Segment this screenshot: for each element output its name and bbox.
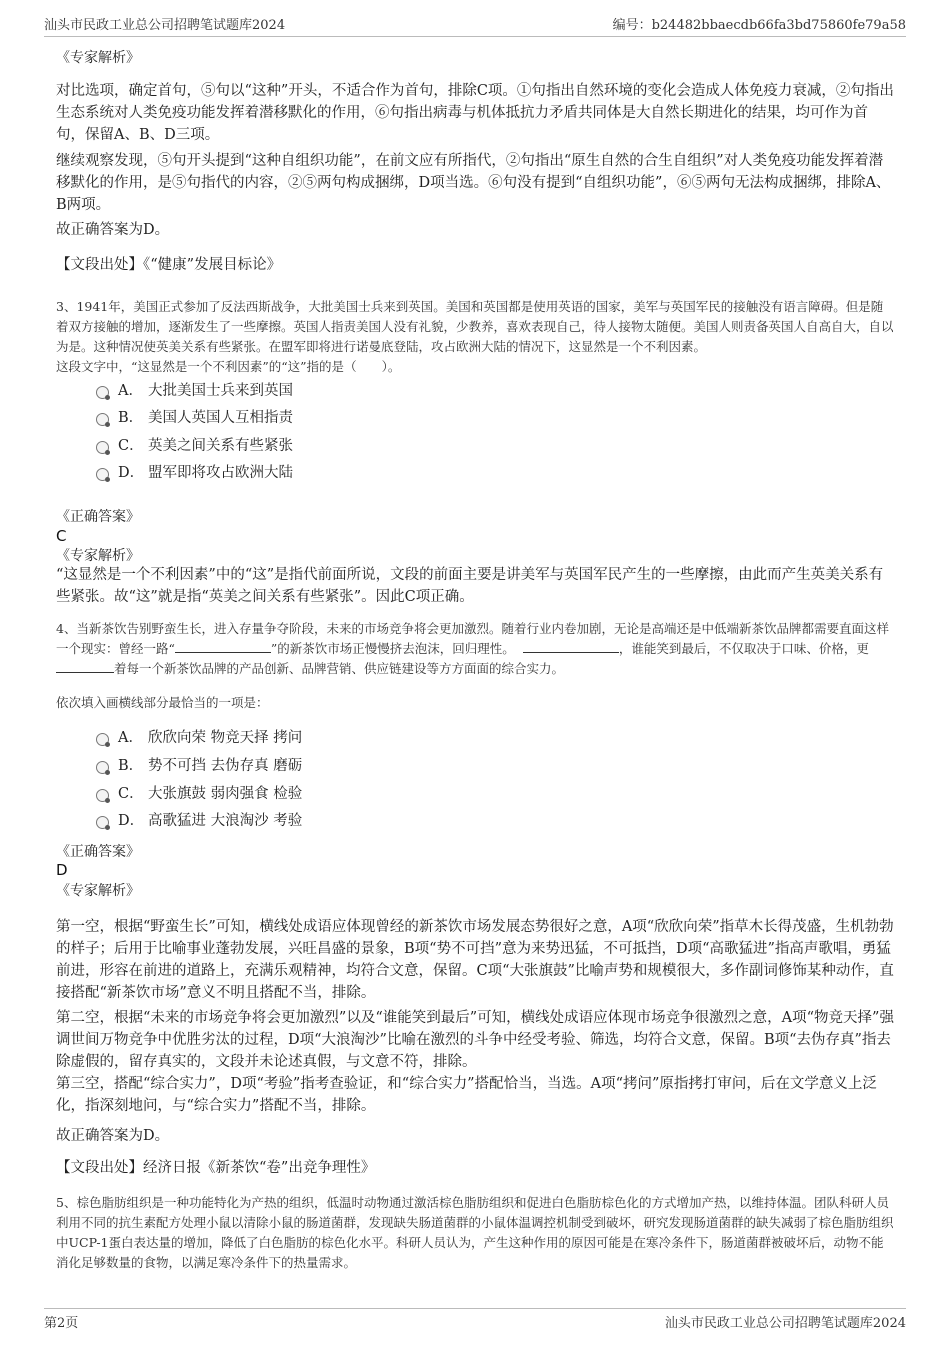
option-text: 大批美国士兵来到英国	[148, 383, 293, 399]
q3-analysis: “这显然是一个不利因素”中的“这”是指代前面所说，文段的前面主要是讲美军与英国军民产生的一些摩擦，由此而产生英美关系有些紧张。故“这”就是指“英美之间关系有些紧张”。因此C项正确。	[56, 567, 884, 605]
q5-stem: 5、棕色脂肪组织是一种功能特化为产热的组织，低温时动物通过激活棕色脂肪组织和促进白色脂肪棕色化的方式增加产热，以维持体温。团队科研人员利用不同的抗生素配方处理小鼠以清除小鼠的肠道菌群，发现缺失肠道菌群的小鼠体温调控机制受到破坏，研究发现肠道菌群的缺失减弱了棕色脂肪组织中UCP-1蛋白表达量的增加，降低了白色脂肪的棕色化水平。科研人员认为，产生这种作用的原因可能是在寒冷条件下，肠道菌群被破坏后，动物不能消化足够数量的食物，以满足寒冷条件下的热量需求。	[56, 1195, 894, 1270]
q4-answer-label: 《正确答案》	[56, 844, 140, 860]
q4-source: 【文段出处】经济日报《新茶饮“卷”出竞争理性》	[56, 1160, 376, 1176]
q4-answer: D	[56, 861, 68, 879]
page-footer	[44, 1312, 906, 1332]
radio-icon[interactable]	[96, 789, 109, 802]
q4-analysis-para-3: 第三空，搭配“综合实力”，D项“考验”指考查验证，和“综合实力”搭配恰当，当选。A项“拷问”原指拷打审问，后在文学意义上泛化，指深刻地问，与“综合实力”搭配不当，排除。	[56, 1076, 877, 1114]
q3-stem: 3、1941年，美国正式参加了反法西斯战争，大批美国士兵来到英国。美国和英国都是使用英语的国家，美军与英国军民的接触没有语言障碍。但是随着双方接触的增加，逐渐发生了一些摩擦。英国人指责美国人没有礼貌，少教养，喜欢表现自己，待人接物太随便。美国人则责备英国人自高自大，自以为是。这种情况使英美关系有些紧张。在盟军即将进行诺曼底登陆，攻占欧洲大陆的情况下，这显然是一个不利因素。	[56, 299, 894, 354]
option-letter: D．	[118, 465, 145, 481]
footer-divider	[44, 1308, 906, 1309]
option-letter: A．	[118, 730, 143, 746]
q4-analysis-para-2: 第二空，根据“未来的市场竞争将会更加激烈”以及“谁能笑到最后”可知，横线处成语应体现市场竞争很激烈之意，A项“物竞天择”强调世间万物竞争中优胜劣汰的过程，D项“大浪淘沙”比喻在激烈的斗争中经受考验、筛选，均符合文意，保留。B项“去伪存真”指去除虚假的，留存真实的，文段并未论述真假，与文意不符，排除。	[56, 1010, 894, 1070]
page-header	[44, 14, 906, 34]
q4-expert-label: 《专家解析》	[56, 883, 140, 899]
option-text: 欣欣向荣 物竞天择 拷问	[148, 730, 303, 746]
q4-stem-part-1: 4、当新茶饮告别野蛮生长，进入存量争夺阶段，未来的市场竞争将会更加激烈。随着行业内卷加剧，无论是高端还是中低端新茶饮品牌都需要直面这样一个现实：曾经一路“	[56, 621, 889, 656]
q3-answer-label: 《正确答案》	[56, 509, 140, 525]
option-text: 美国人英国人互相指责	[148, 410, 293, 426]
option-text: 势不可挡 去伪存真 磨砺	[148, 758, 303, 774]
option-letter: C．	[118, 786, 144, 802]
q4-analysis-para-1: 第一空，根据“野蛮生长”可知，横线处成语应体现曾经的新茶饮市场发展态势很好之意，A项“欣欣向荣”指草木长得茂盛，生机勃勃的样子；后用于比喻事业蓬勃发展，兴旺昌盛的景象，B项“势不可挡”意为来势迅猛，不可抵挡，D项“高歌猛进”指高声歌唱，勇猛前进，形容在前进的道路上，充满乐观精神，均符合文意，保留。C项“大张旗鼓”比喻声势和规模很大，多作副词修饰某种动作，直接搭配“新茶饮市场”意义不明且搭配不当，排除。	[56, 919, 894, 1001]
option-letter: B．	[118, 758, 144, 774]
q4-conclusion: 故正确答案为D。	[56, 1128, 170, 1144]
radio-icon[interactable]	[96, 816, 109, 829]
footer-title: 汕头市民政工业总公司招聘笔试题库2024	[664, 1316, 906, 1331]
option-letter: D．	[118, 813, 145, 829]
radio-icon[interactable]	[96, 413, 109, 426]
blank-1	[175, 639, 271, 653]
blank-2	[523, 639, 619, 653]
q3-question: 这段文字中，“这显然是一个不利因素”的“这”指的是（ ）。	[56, 359, 401, 374]
radio-icon[interactable]	[96, 386, 109, 399]
option-text: 高歌猛进 大浪淘沙 考验	[148, 813, 303, 829]
q2-analysis-para-1: 对比选项，确定首句，⑤句以“这种”开头，不适合作为首句，排除C项。①句指出自然环境的变化会造成人体免疫力衰减，②句指出生态系统对人类免疫功能发挥着潜移默化的作用，⑥句指出病毒与机体抵抗力矛盾共同体是大自然长期进化的结果，均可作为首句，保留A、B、D三项。	[56, 83, 894, 143]
q3-answer: C	[56, 527, 67, 545]
q4-stem-part-4: 着每一个新茶饮品牌的产品创新、品牌营销、供应链建设等方方面面的综合实力。	[114, 661, 565, 676]
q2-source: 【文段出处】《“健康”发展目标论》	[56, 257, 282, 273]
q2-expert-label: 《专家解析》	[56, 50, 140, 66]
q2-conclusion: 故正确答案为D。	[56, 222, 170, 238]
header-code: 编号：b24482bbaecdb66fa3bd75860fe79a58	[612, 18, 906, 33]
q4-stem	[56, 619, 894, 679]
option-letter: C．	[118, 438, 144, 454]
q4-stem-part-2: ”的新茶饮市场正慢慢挤去泡沫，回归理性。	[270, 641, 515, 656]
option-text: 盟军即将攻占欧洲大陆	[148, 465, 293, 481]
q2-analysis-para-2: 继续观察发现，⑤句开头提到“这种自组织功能”，在前文应有所指代，②句指出“原生自然的合生自组织”对人类免疫功能发挥着潜移默化的作用，是⑤句指代的内容，②⑤两句构成捆绑，D项当选。⑥句没有提到“自组织功能”，⑥⑤两句无法构成捆绑，排除A、B两项。	[56, 153, 891, 213]
radio-icon[interactable]	[96, 468, 109, 481]
q3-expert-label: 《专家解析》	[56, 548, 140, 564]
radio-icon[interactable]	[96, 733, 109, 746]
option-text: 英美之间关系有些紧张	[148, 438, 293, 454]
q4-stem-part-3: ，谁能笑到最后，不仅取决于口味、价格，更	[618, 641, 869, 656]
header-title: 汕头市民政工业总公司招聘笔试题库2024	[44, 18, 286, 33]
page-number: 第2页	[44, 1316, 79, 1331]
radio-icon[interactable]	[96, 761, 109, 774]
q4-question: 依次填入画横线部分最恰当的一项是：	[56, 695, 269, 710]
header-divider	[44, 36, 906, 37]
option-letter: B．	[118, 410, 144, 426]
option-text: 大张旗鼓 弱肉强食 检验	[148, 786, 303, 802]
radio-icon[interactable]	[96, 441, 109, 454]
option-letter: A．	[118, 383, 143, 399]
blank-3	[56, 659, 114, 673]
